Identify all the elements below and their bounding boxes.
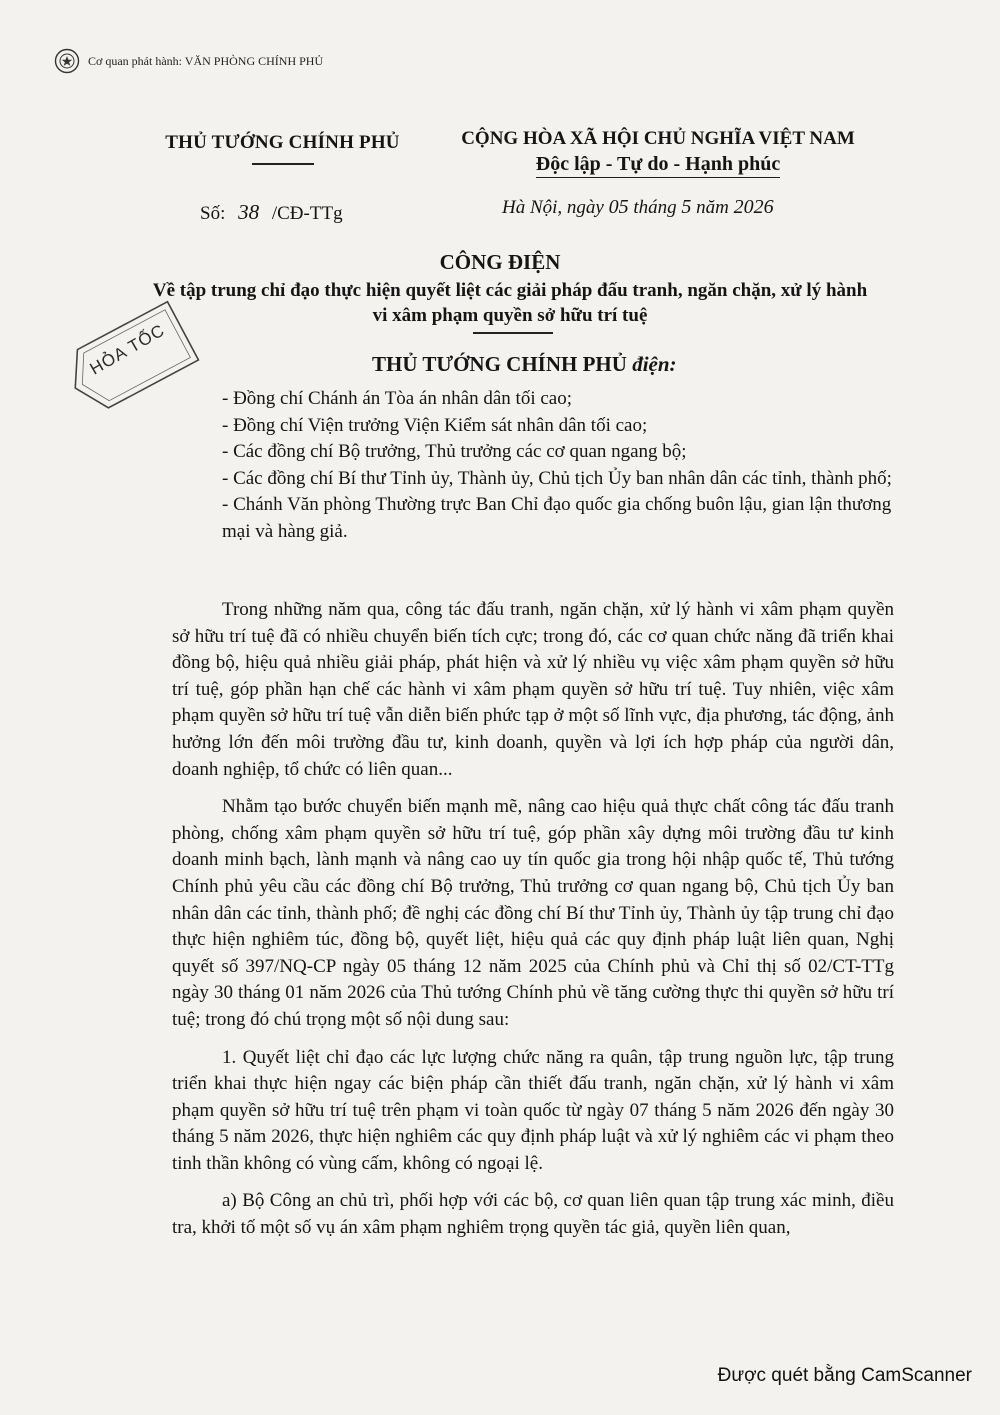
document-title: CÔNG ĐIỆN: [439, 250, 561, 274]
issuing-agency: [160, 132, 405, 165]
number-prefix: Số:: [200, 203, 226, 224]
national-emblem-icon: [54, 48, 80, 74]
date-month-label: tháng: [633, 197, 677, 218]
date-day: 05: [608, 196, 629, 218]
recipient-item: - Đồng chí Viện trưởng Viện Kiểm sát nhân dân tối cao;: [222, 414, 648, 436]
subtitle-underline: [473, 332, 553, 334]
recipient-item: - Chánh Văn phòng Thường trực Ban Chỉ đạo quốc gia chống buôn lậu, gian lận thương mại và hàng giả.: [222, 494, 892, 542]
date-year: 2026: [733, 196, 774, 218]
sender-main: THỦ TƯỚNG CHÍNH PHỦ: [372, 352, 627, 376]
date-month: 5: [681, 196, 692, 218]
country-name: CỘNG HÒA XÃ HỘI CHỦ NGHĨA VIỆT NAM: [461, 128, 855, 149]
issuer-bar: [54, 48, 323, 74]
date-place: Hà Nội, ngày: [502, 197, 604, 218]
recipient-list: [222, 386, 902, 545]
national-motto: Độc lập - Tự do - Hạnh phúc: [536, 153, 780, 178]
agency-underline: [252, 163, 314, 165]
issuer-label: Cơ quan phát hành: VĂN PHÒNG CHÍNH PHỦ: [88, 53, 324, 68]
body-paragraph: Nhằm tạo bước chuyển biến mạnh mẽ, nâng cao hiệu quả thực chất công tác đấu tranh phòng, chống xâm phạm quyền sở hữu trí tuệ, góp phần xây dựng môi trường đầu tư kinh doanh minh bạch, lành mạnh và nâng cao uy tín quốc gia trong hội nhập quốc tế, Thủ tướng Chính phủ yêu cầu các đồng chí Bộ trưởng, Thủ trưởng cơ quan ngang bộ, Chủ tịch Ủy ban nhân dân các tỉnh, thành phố; đề nghị các đồng chí Bí thư Tỉnh ủy, Thành ủy tập trung chỉ đạo thực hiện nghiêm túc, đồng bộ, quyết liệt, hiệu quả các quy định pháp luật liên quan, Nghị quyết số 397/NQ-CP ngày 05 tháng 12 năm 2025 của Chính phủ và Chỉ thị số 02/CT-TTg ngày 30 tháng 01 năm 2026 của Thủ tướng Chính phủ về tăng cường thực thi quyền sở hữu trí tuệ; trong đó chú trọng một số nội dung sau:: [172, 796, 894, 1030]
body-paragraph: Trong những năm qua, công tác đấu tranh, ngăn chặn, xử lý hành vi xâm phạm quyền sở hữu trí tuệ đã có nhiều chuyển biến tích cực; trong đó, các cơ quan chức năng đã triển khai đồng bộ, hiệu quả nhiều giải pháp, phát hiện và xử lý nhiều vụ việc xâm phạm quyền sở hữu trí tuệ, góp phần hạn chế các hành vi xâm phạm quyền sở hữu trí tuệ. Tuy nhiên, việc xâm phạm quyền sở hữu trí tuệ vẫn diễn biến phức tạp ở một số lĩnh vực, địa phương, tác động, ảnh hưởng lớn đến môi trường đầu tư, kinh doanh, quyền và lợi ích hợp pháp của người dân, doanh nghiệp, tổ chức có liên quan...: [172, 599, 894, 780]
body-paragraph: 1. Quyết liệt chỉ đạo các lực lượng chức năng ra quân, tập trung nguồn lực, tập trung triển khai thực hiện ngay các biện pháp cần thiết đấu tranh, ngăn chặn, xử lý hành vi xâm phạm quyền sở hữu trí tuệ trên phạm vi toàn quốc từ ngày 07 tháng 5 năm 2026 đến ngày 30 tháng 5 năm 2026, thực hiện nghiêm các quy định pháp luật và xử lý nghiêm các vi phạm theo tinh thần không có vùng cấm, không có ngoại lệ.: [172, 1046, 894, 1174]
national-header: [448, 128, 868, 178]
sender-suffix: điện:: [632, 352, 677, 376]
recipient-item: - Các đồng chí Bộ trưởng, Thủ trưởng các cơ quan ngang bộ;: [222, 441, 687, 462]
scanner-watermark: Được quét bằng CamScanner: [717, 1365, 972, 1386]
body-paragraph: a) Bộ Công an chủ trì, phối hợp với các bộ, cơ quan liên quan tập trung xác minh, điều tra, khởi tố một số vụ án xâm phạm nghiêm trọng quyền tác giả, quyền liên quan,: [172, 1190, 894, 1239]
date-year-label: năm: [696, 197, 729, 218]
recipient-item: - Các đồng chí Bí thư Tỉnh ủy, Thành ủy, Chủ tịch Ủy ban nhân dân các tỉnh, thành phố;: [222, 467, 892, 489]
document-body: [172, 597, 894, 1253]
urgent-stamp-text: HỎA TỐC: [86, 320, 169, 379]
number-suffix: /CĐ-TTg: [271, 203, 343, 224]
agency-name: THỦ TƯỚNG CHÍNH PHỦ: [165, 132, 400, 153]
number-value: 38: [238, 200, 260, 224]
document-subtitle: Về tập trung chỉ đạo thực hiện quyết liệt các giải pháp đấu tranh, ngăn chặn, xử lý hành vi xâm phạm quyền sở hữu trí tuệ: [152, 280, 868, 326]
recipient-item: - Đồng chí Chánh án Tòa án nhân dân tối cao;: [222, 388, 572, 409]
document-number: [200, 200, 343, 225]
sender-line: [372, 352, 677, 377]
document-date: [502, 196, 774, 219]
